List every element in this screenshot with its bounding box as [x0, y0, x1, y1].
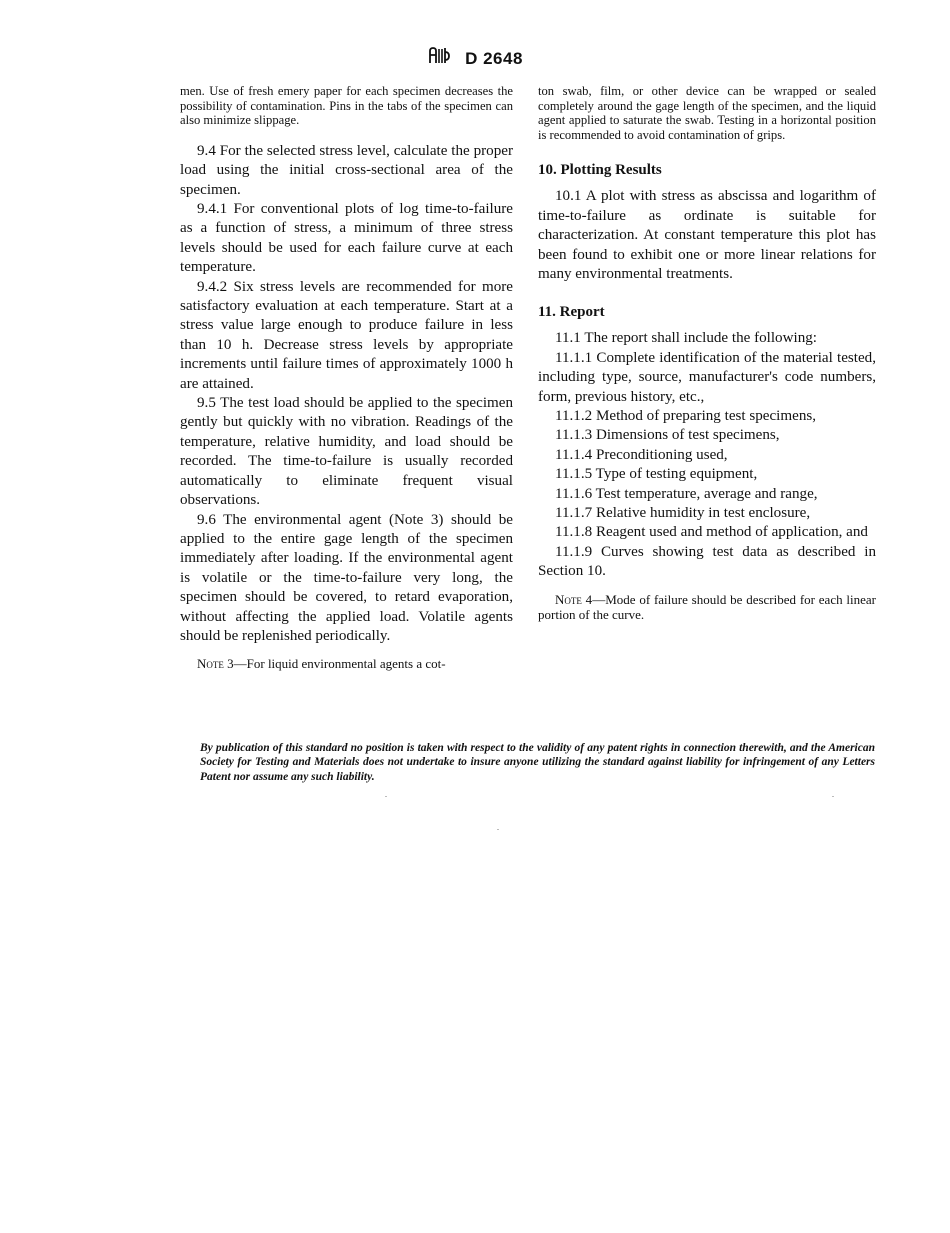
paragraph-9-5: 9.5 The test load should be applied to the specimen gently but quickly with no vibration. Readings of the temperature, relative humidity, and load should be recorded. The time-to-failure is usually recorded automatically to eliminate frequent visual observations.: [180, 395, 513, 509]
report-item: 11.1.8 Reagent used and method of application, and: [555, 524, 868, 541]
report-item: 11.1.3 Dimensions of test specimens,: [555, 427, 780, 444]
report-item: 11.1.9 Curves showing test data as described in Section 10.: [538, 543, 876, 580]
section-10-heading: 10. Plotting Results: [538, 162, 662, 179]
left-column: [180, 84, 513, 672]
document-number: D 2648: [465, 48, 523, 68]
scan-speck: [385, 796, 387, 797]
paragraph-9-4-2: 9.4.2 Six stress levels are recommended for more satisfactory evaluation at each temperature. Start at a stress value large enough to produce failure in less than 10 h. Decrease stress levels by appropriate increments until failure times of approximately 1000 h are attained.: [180, 278, 513, 392]
note-3-continuation: ton swab, film, or other device can be wrapped or sealed completely around the gage length of the specimen, and the liquid agent applied to saturate the swab. Testing in a horizontal position is recommended to avoid contamination of grips.: [538, 84, 876, 142]
note-4: [538, 592, 876, 623]
patent-disclaimer: By publication of this standard no position is taken with respect to the validity of any patent rights in connection therewith, and the American Society for Testing and Materials does not undertake to insure anyone utilizing the standard against liability for infringement of any Letters Patent nor assume any such liability.: [200, 742, 875, 783]
report-item: 11.1.7 Relative humidity in test enclosure,: [555, 505, 811, 522]
paragraph-9-6: 9.6 The environmental agent (Note 3) should be applied to the entire gage length of the specimen immediately after loading. If the environmental agent is volatile or the time-to-failure very long, the specimen should be covered, to retard evaporation, without affecting the applied load. Volatile agents should be replenished periodically.: [180, 511, 513, 644]
note-4-label: Note 4: [555, 591, 593, 607]
right-column: [538, 84, 876, 623]
scan-speck: [832, 796, 834, 797]
note-4-text: —Mode of failure should be described for each linear portion of the curve.: [538, 591, 876, 623]
note-3-text: —For liquid environmental agents a cot-: [233, 656, 446, 672]
continuation-text: men. Use of fresh emery paper for each specimen decreases the possibility of contamination. Pins in the tabs of the specimen can also minimize slippage.: [180, 84, 513, 128]
report-item: 11.1.1 Complete identification of the material tested, including type, source, manufacturer's code numbers, form, previous history, etc.,: [538, 349, 876, 405]
report-item: 11.1.6 Test temperature, average and range,: [555, 485, 818, 502]
report-item: 11.1 The report shall include the following:: [555, 330, 817, 347]
paragraph-9-4-1: 9.4.1 For conventional plots of log time-to-failure as a function of stress, a minimum of three stress levels should be used for each failure curve at each temperature.: [180, 201, 513, 276]
report-item: 11.1.4 Preconditioning used,: [555, 446, 728, 463]
scan-speck: [497, 829, 499, 830]
note-3: [180, 656, 513, 672]
report-item: 11.1.2 Method of preparing test specimens,: [555, 408, 817, 425]
astm-logo-icon: [427, 46, 451, 71]
page-header: [0, 46, 950, 71]
paragraph-10-1: 10.1 A plot with stress as abscissa and logarithm of time-to-failure as ordinate is suitable for characterization. At constant temperature this plot has been found to exhibit one or more linear relations for many environmental treatments.: [538, 188, 876, 282]
paragraph-9-4: 9.4 For the selected stress level, calculate the proper load using the initial cross-sectional area of the specimen.: [180, 142, 513, 198]
note-3-label: Note 3: [197, 656, 234, 672]
report-item: 11.1.5 Type of testing equipment,: [555, 466, 758, 483]
section-11-heading: 11. Report: [538, 304, 605, 321]
